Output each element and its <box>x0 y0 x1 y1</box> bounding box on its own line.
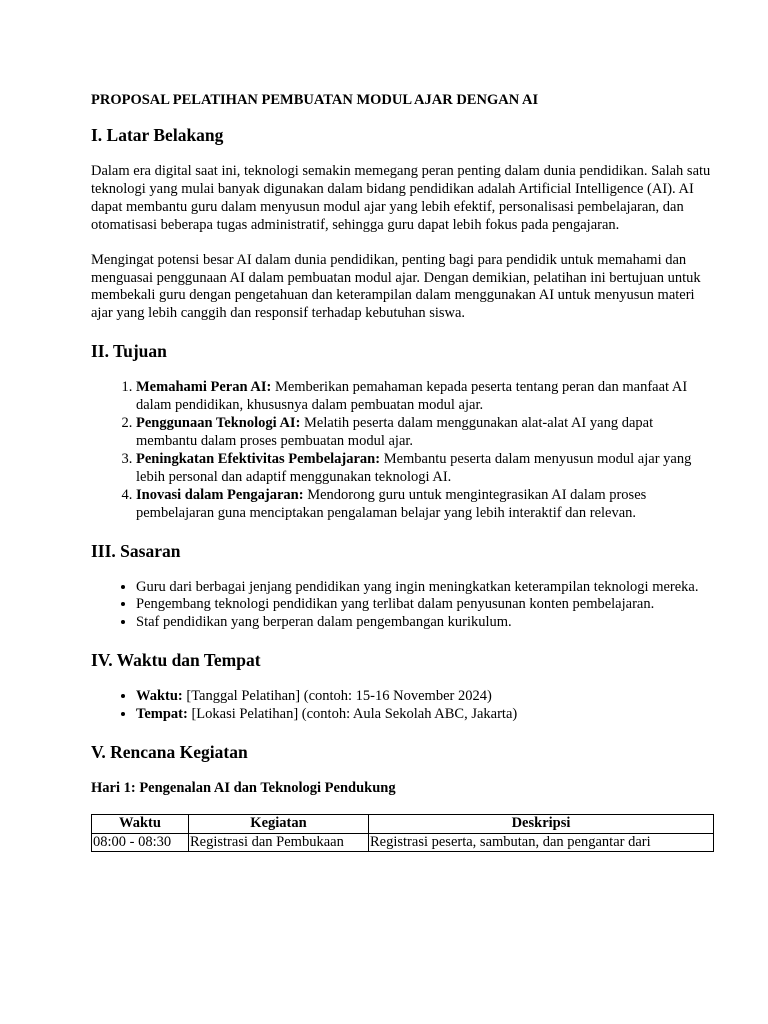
table-cell: 08:00 - 08:30 <box>92 833 189 852</box>
section-heading-rencana-kegiatan: V. Rencana Kegiatan <box>91 742 248 763</box>
table-header-cell: Kegiatan <box>189 815 369 834</box>
list-item-text: [Lokasi Pelatihan] (contoh: Aula Sekolah ABC, Jakarta) <box>187 706 518 723</box>
list-item-label: Waktu: <box>136 688 183 705</box>
list-item-label: Memahami Peran AI: <box>136 379 272 396</box>
list-item-label: Tempat: <box>136 706 188 723</box>
sasaran-list <box>91 579 713 633</box>
list-item-label: Penggunaan Teknologi AI: <box>136 415 301 432</box>
section-heading-sasaran: III. Sasaran <box>91 540 181 561</box>
table-header-cell: Deskripsi <box>369 815 714 834</box>
table-cell: Registrasi peserta, sambutan, dan pengantar dari <box>369 833 714 852</box>
tujuan-list <box>91 379 713 522</box>
list-item <box>136 379 713 415</box>
list-item <box>136 451 713 487</box>
list-item: • Guru dari berbagai jenjang pendidikan yang ingin meningkatkan keterampilan teknologi mereka. <box>136 579 713 597</box>
table-header-row <box>92 815 714 834</box>
schedule-table <box>91 814 714 852</box>
document-content <box>91 92 713 852</box>
waktu-tempat-list <box>91 688 713 724</box>
list-item <box>136 706 713 724</box>
table-row <box>92 833 714 852</box>
list-item: • Staf pendidikan yang berperan dalam pengembangan kurikulum. <box>136 614 713 632</box>
list-item <box>136 688 713 706</box>
list-item-text: Membantu peserta dalam menyusun modul ajar yang lebih personal dan adaptif menggunakan teknologi AI. <box>136 450 692 485</box>
list-item-text: Mendorong guru untuk mengintegrasikan AI dalam proses pembelajaran guna menciptakan pengalaman belajar yang lebih interaktif dan relevan. <box>136 486 647 521</box>
paragraph-latar-1: Dalam era digital saat ini, teknologi semakin memegang peran penting dalam dunia pendidikan. Salah satu teknologi yang mulai banyak digunakan dalam bidang pendidikan adalah Artificial Intelligence (AI). AI dapat membantu guru dalam menyusun modul ajar yang lebih efektif, personalisasi pembelajaran, dan otomatisasi beberapa tugas administratif, sehingga guru dapat lebih fokus pada pengajaran. <box>91 163 711 233</box>
subheading-hari-1: Hari 1: Pengenalan AI dan Teknologi Pendukung <box>91 780 396 797</box>
list-item-label: Inovasi dalam Pengajaran: <box>136 486 304 503</box>
list-item <box>136 415 713 451</box>
list-item-text: [Tanggal Pelatihan] (contoh: 15-16 November 2024) <box>182 688 492 705</box>
section-heading-tujuan: II. Tujuan <box>91 341 167 362</box>
list-item-text: Melatih peserta dalam menggunakan alat-alat AI yang dapat membantu dalam proses pembuatan modul ajar. <box>136 415 654 449</box>
section-heading-waktu-tempat: IV. Waktu dan Tempat <box>91 650 261 671</box>
list-item <box>136 487 713 523</box>
list-item-label: Peningkatan Efektivitas Pembelajaran: <box>136 450 381 467</box>
section-heading-latar-belakang: I. Latar Belakang <box>91 125 224 145</box>
paragraph-latar-2: Mengingat potensi besar AI dalam dunia pendidikan, penting bagi para pendidik untuk memahami dan menguasai penggunaan AI dalam pembuatan modul ajar. Dengan demikian, pelatihan ini bertujuan untuk membekali guru dengan pengetahuan dan keterampilan dalam menggunakan AI untuk menyusun materi ajar yang lebih canggih dan responsif terhadap kebutuhan siswa. <box>91 251 701 322</box>
table-header-cell: Waktu <box>92 815 189 834</box>
list-item-text: Memberikan pemahaman kepada peserta tentang peran dan manfaat AI dalam pendidikan, khususnya dalam pembuatan modul ajar. <box>136 379 688 414</box>
table-cell: Registrasi dan Pembukaan <box>189 833 369 852</box>
document-title: PROPOSAL PELATIHAN PEMBUATAN MODUL AJAR DENGAN AI <box>91 92 539 108</box>
list-item: • Pengembang teknologi pendidikan yang terlibat dalam penyusunan konten pembelajaran. <box>136 596 713 614</box>
